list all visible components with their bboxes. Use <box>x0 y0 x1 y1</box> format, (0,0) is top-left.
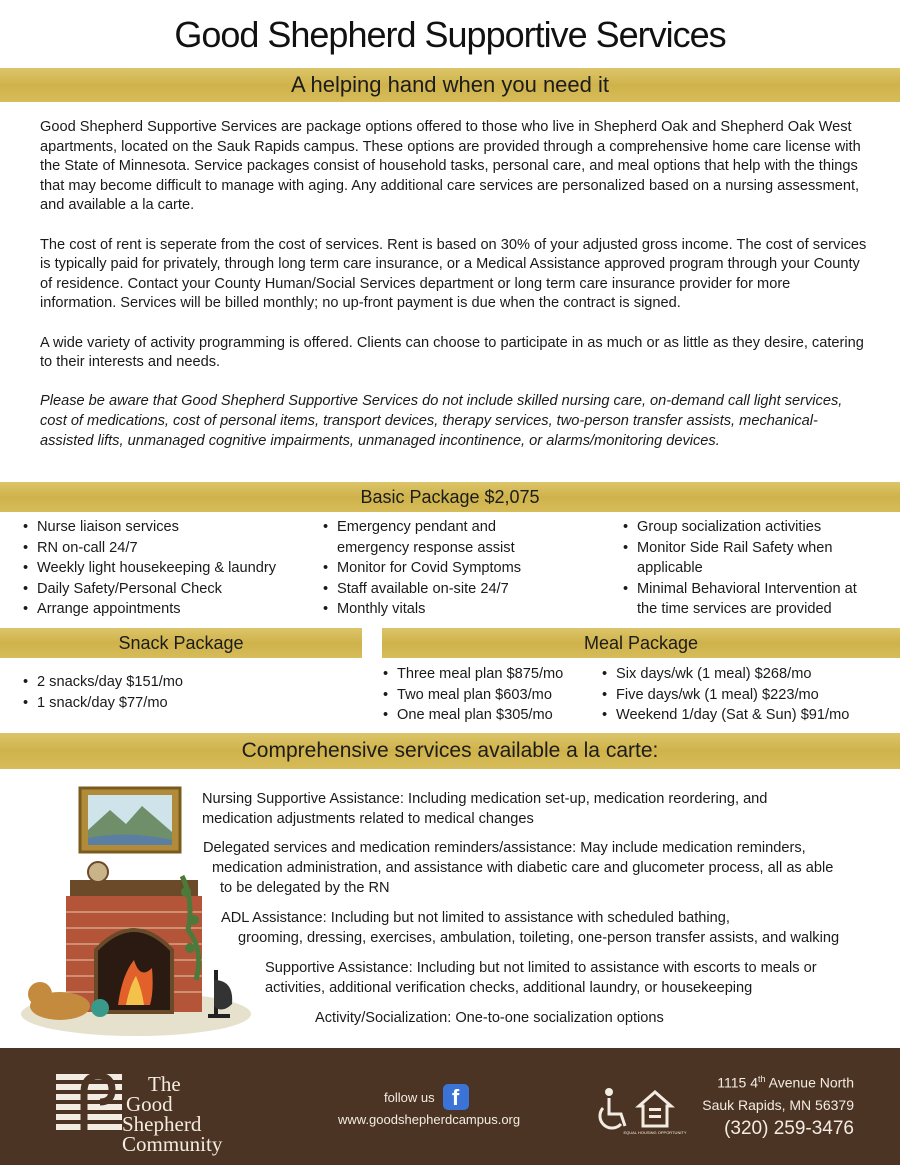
tagline-text: A helping hand when you need it <box>290 72 610 97</box>
service-line: Delegated services and medication reminders/assistance: May include medication reminders, <box>203 840 806 856</box>
phone-number[interactable]: (320) 259-3476 <box>724 1117 854 1139</box>
meal-package-column-2 <box>602 664 897 726</box>
page-title: Good Shepherd Supportive Services <box>174 14 726 55</box>
intro-section <box>40 118 870 471</box>
tagline-banner <box>0 68 900 102</box>
snack-package-list <box>23 672 353 713</box>
list-item: • Minimal Behavioral Intervention at <box>623 579 893 600</box>
contact-address <box>702 1068 854 1140</box>
service-line: Supportive Assistance: Including but not limited to assistance with escorts to meals or <box>265 960 817 976</box>
accessibility-equal-housing-icons <box>595 1086 687 1138</box>
list-item: • Nurse liaison services <box>23 517 323 538</box>
basic-package-column-3 <box>623 517 893 620</box>
good-shepherd-logo <box>56 1064 256 1156</box>
list-item: • Weekly light housekeeping & laundry <box>23 558 323 579</box>
list-item: • Staff available on-site 24/7 <box>323 579 613 600</box>
service-line: grooming, dressing, exercises, ambulation, toileting, one-person transfer assists, and walking <box>238 930 840 946</box>
list-item: • Arrange appointments <box>23 599 323 620</box>
website-link[interactable]: www.goodshepherdcampus.org <box>338 1112 521 1127</box>
comprehensive-services-heading: Comprehensive services available a la carte: <box>241 739 659 762</box>
list-item: • Emergency pendant and <box>323 517 613 538</box>
meal-package-column-1 <box>383 664 603 726</box>
snack-package-banner <box>0 628 362 658</box>
service-line: Activity/Socialization: One-to-one socialization options <box>315 1010 664 1026</box>
list-item: • 2 snacks/day $151/mo <box>23 672 353 693</box>
wheelchair-icon <box>600 1088 625 1128</box>
list-item-continuation: emergency response assist <box>337 539 515 556</box>
comprehensive-services-banner <box>0 733 900 769</box>
footer <box>0 1048 900 1165</box>
exclusions-paragraph: Please be aware that Good Shepherd Supportive Services do not include skilled nursing care, on-demand call light services, cost of medications, cost of personal items, transport devices, therapy services, two-person transfer assists, mechanical-assisted lifts, unmanaged cognitive impairments, unmanaged incontinence, or alarms/monitoring devices. <box>40 393 843 449</box>
street-address <box>702 1068 854 1094</box>
meal-package-banner <box>382 628 900 658</box>
facebook-icon[interactable]: f <box>443 1084 469 1110</box>
snack-package-heading: Snack Package <box>118 632 244 653</box>
logo-text-line: Shepherd <box>122 1112 202 1136</box>
ordinal-suffix: th <box>758 1074 766 1084</box>
list-item: • RN on-call 24/7 <box>23 538 323 559</box>
list-item-continuation: the time services are provided <box>637 601 832 617</box>
intro-paragraph: Good Shepherd Supportive Services are package options offered to those who live in Shepherd Oak and Shepherd Oak West apartments, located on the Sauk Rapids campus. These options are provided through a comprehensive home care license with the State of Minnesota. Service packages consist of household tasks, personal care, and meal options that help with the things that may become difficult to manage with aging. Any additional care services are personalized based on a nursing assessment, and available a la carte. <box>40 119 861 214</box>
list-item: • 1 snack/day $77/mo <box>23 693 353 714</box>
service-line: ADL Assistance: Including but not limited to assistance with scheduled bathing, <box>221 910 730 926</box>
shepherd-crook-logo-icon <box>56 1070 122 1134</box>
logo-text-line: Community <box>122 1132 223 1156</box>
supportive-assistance <box>265 958 817 998</box>
equal-housing-text: EQUAL HOUSING OPPORTUNITY <box>623 1130 687 1135</box>
list-item: • Monthly vitals <box>323 599 613 620</box>
logo-text-line: The <box>148 1072 181 1096</box>
list-item: • Five days/wk (1 meal) $223/mo <box>602 685 897 706</box>
service-line: Nursing Supportive Assistance: Including medication set-up, medication reordering, and <box>202 791 768 807</box>
cost-paragraph: The cost of rent is seperate from the cost of services. Rent is based on 30% of your adjusted gross income. The cost of services is typically paid for privately, through long term care insurance, or a Medical Assistance approved program through your County of residence. Contact your County Human/Social Services department or long term care insurance provider for more information. Services will be billed monthly; no up-front payment is due when the contract is signed. <box>40 236 867 312</box>
service-line: medication adjustments related to medical changes <box>202 811 534 827</box>
logo-wordmark <box>122 1074 222 1154</box>
basic-package-column-2 <box>323 517 613 620</box>
list-item: • Monitor Side Rail Safety when <box>623 538 893 559</box>
list-item: • One meal plan $305/mo <box>383 705 603 726</box>
adl-assistance <box>221 908 839 948</box>
equal-housing-icon <box>623 1092 686 1135</box>
list-item: • Monitor for Covid Symptoms <box>323 558 613 579</box>
meal-package-heading: Meal Package <box>583 632 699 653</box>
logo-text-line: Good <box>126 1092 173 1116</box>
list-item-continuation: applicable <box>637 560 703 576</box>
street-number: 1115 4 <box>717 1074 758 1091</box>
basic-package-heading: Basic Package $2,075 <box>360 486 540 507</box>
list-item: • Daily Safety/Personal Check <box>23 579 323 600</box>
list-item: • Six days/wk (1 meal) $268/mo <box>602 664 897 685</box>
nursing-supportive-assistance <box>202 789 767 829</box>
list-item: • Two meal plan $603/mo <box>383 685 603 706</box>
basic-package-banner <box>0 482 900 512</box>
activity-paragraph: A wide variety of activity programming is offered. Clients can choose to participate in as much or as little as they desire, catering to their interests and needs. <box>40 334 864 371</box>
service-line: medication administration, and assistance with diabetic care and glucometer process, all as able <box>212 860 834 876</box>
service-line: to be delegated by the RN <box>220 880 390 896</box>
delegated-services <box>203 838 833 898</box>
activity-socialization <box>315 1008 664 1028</box>
city-state-zip: Sauk Rapids, MN 56379 <box>702 1096 854 1113</box>
basic-package-column-1 <box>23 517 323 620</box>
list-item: • Group socialization activities <box>623 517 893 538</box>
list-item: • Three meal plan $875/mo <box>383 664 603 685</box>
social-follow <box>338 1084 548 1127</box>
street-name: Avenue North <box>765 1074 854 1091</box>
service-line: activities, additional verification checks, additional laundry, or housekeeping <box>265 980 753 996</box>
follow-us-label: follow us <box>384 1089 435 1105</box>
list-item: • Weekend 1/day (Sat & Sun) $91/mo <box>602 705 897 726</box>
